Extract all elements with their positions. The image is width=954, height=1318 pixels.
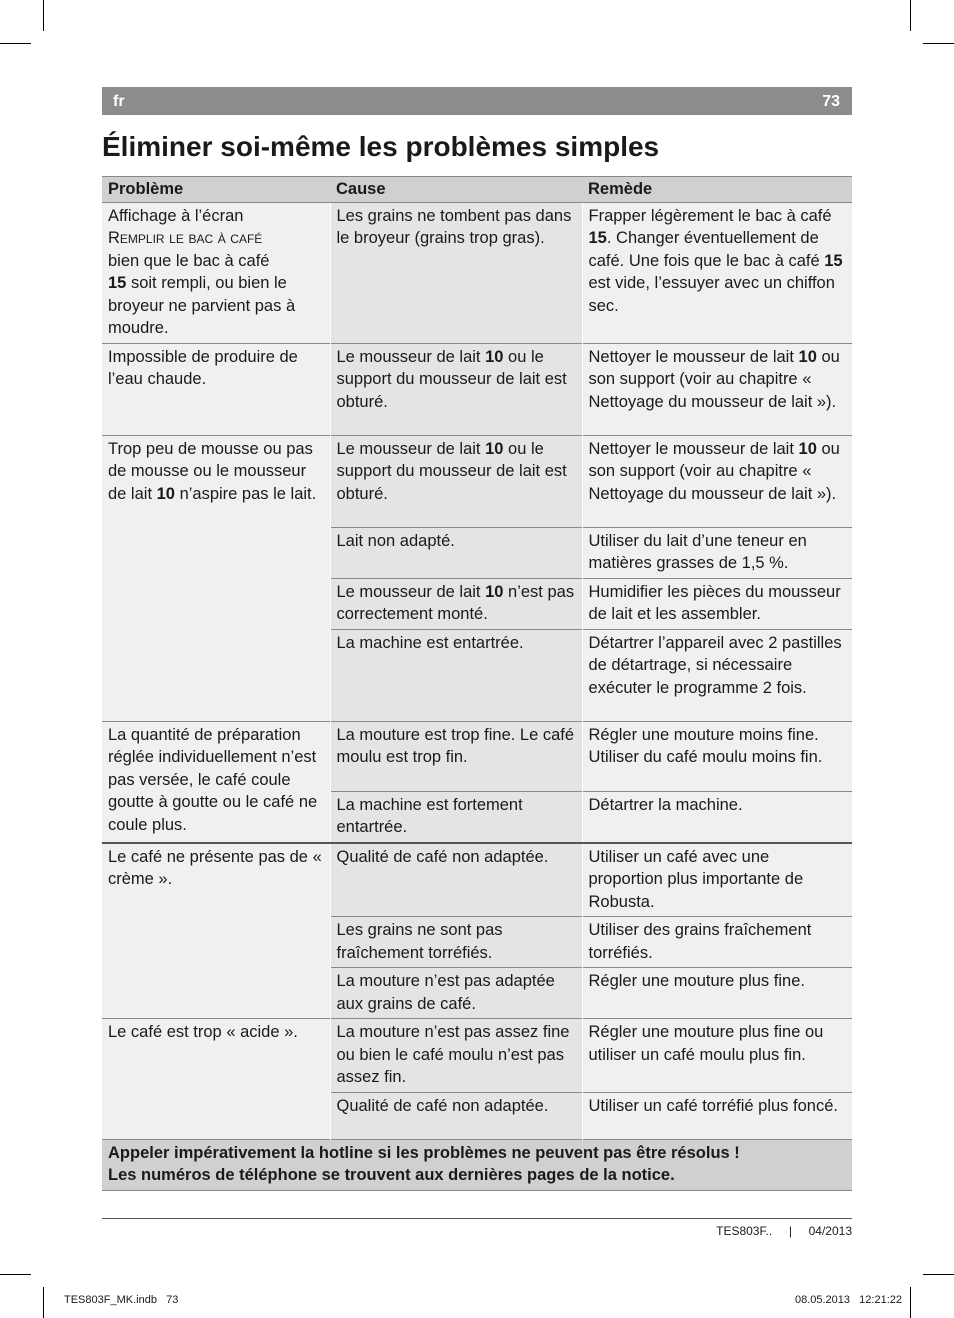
cause-cell: Qualité de café non adaptée. — [330, 843, 582, 917]
crop-mark — [0, 43, 31, 44]
language-label: fr — [113, 93, 125, 110]
table-footer-row — [102, 1139, 852, 1190]
remedy-cell: Humidifier les pièces du mousseur de lait et les assembler. — [582, 578, 852, 629]
troubleshooting-table — [102, 176, 852, 1191]
problem-cell: La quantité de préparation réglée individuellement n’est pas versée, le café coule goutte à goutte ou le café ne coule plus. — [102, 721, 330, 843]
column-header-remedy: Remède — [582, 177, 852, 203]
cause-cell: Lait non adapté. — [330, 527, 582, 578]
table-row — [102, 343, 852, 435]
remedy-cell: Utiliser du lait d’une teneur en matières grasses de 1,5 %. — [582, 527, 852, 578]
cause-cell: Le mousseur de lait 10 ou le support du mousseur de lait est obturé. — [330, 343, 582, 435]
cause-cell: Le mousseur de lait 10 n’est pas correctement monté. — [330, 578, 582, 629]
remedy-cell: Régler une mouture moins fine. Utiliser du café moulu moins fin. — [582, 721, 852, 791]
column-header-problem: Problème — [102, 177, 330, 203]
column-header-cause: Cause — [330, 177, 582, 203]
remedy-cell: Nettoyer le mousseur de lait 10 ou son support (voir au chapitre « Nettoyage du mousseur de lait »). — [582, 343, 852, 435]
table-row — [102, 843, 852, 917]
print-file-info: TES803F_MK.indb 73 — [64, 1294, 179, 1306]
problem-cell: Trop peu de mousse ou pas de mousse ou le mousseur de lait 10 n’aspire pas le lait. — [102, 435, 330, 721]
hotline-note: Appeler impérativement la hotline si les problèmes ne peuvent pas être résolus ! Les numéros de téléphone se trouvent aux dernières pages de la notice. — [102, 1139, 852, 1190]
footer-rule — [102, 1218, 852, 1219]
remedy-cell: Régler une mouture plus fine. — [582, 968, 852, 1019]
page-number: 73 — [822, 93, 840, 110]
table-row — [102, 1019, 852, 1093]
remedy-cell: Nettoyer le mousseur de lait 10 ou son support (voir au chapitre « Nettoyage du mousseur de lait »). — [582, 435, 852, 527]
cause-cell: Les grains ne sont pas fraîchement torréfiés. — [330, 917, 582, 968]
cause-cell: La machine est entartrée. — [330, 629, 582, 721]
remedy-cell: Régler une mouture plus fine ou utiliser un café moulu plus fin. — [582, 1019, 852, 1093]
table-header-row — [102, 177, 852, 203]
crop-mark — [0, 1274, 31, 1275]
crop-mark — [43, 0, 44, 31]
problem-cell: Impossible de produire de l’eau chaude. — [102, 343, 330, 435]
crop-mark — [923, 43, 954, 44]
cause-cell: La mouture n’est pas adaptée aux grains de café. — [330, 968, 582, 1019]
problem-cell: Le café ne présente pas de « crème ». — [102, 843, 330, 1019]
cause-cell: La mouture est trop fine. Le café moulu est trop fin. — [330, 721, 582, 791]
table-row — [102, 202, 852, 343]
remedy-cell: Utiliser un café avec une proportion plus importante de Robusta. — [582, 843, 852, 917]
cause-cell: Qualité de café non adaptée. — [330, 1092, 582, 1139]
footer-model-date: TES803F.. | 04/2013 — [716, 1224, 852, 1238]
problem-cell: Affichage à l’écran Remplir le bac à café bien que le bac à café 15 soit rempli, ou bien le broyeur ne parvient pas à moudre. — [102, 202, 330, 343]
remedy-cell: Utiliser des grains fraîchement torréfiés. — [582, 917, 852, 968]
remedy-cell: Frapper légèrement le bac à café 15. Changer éventuellement de café. Une fois que le bac à café 15 est vide, l’essuyer avec un chiffon sec. — [582, 202, 852, 343]
problem-cell: Le café est trop « acide ». — [102, 1019, 330, 1140]
crop-mark — [910, 1287, 911, 1318]
cause-cell: Les grains ne tombent pas dans le broyeur (grains trop gras). — [330, 202, 582, 343]
table-row — [102, 435, 852, 527]
remedy-cell: Détartrer l’appareil avec 2 pastilles de détartrage, si nécessaire exécuter le programme 2 fois. — [582, 629, 852, 721]
remedy-cell: Utiliser un café torréfié plus foncé. — [582, 1092, 852, 1139]
crop-mark — [910, 0, 911, 31]
remedy-cell: Détartrer la machine. — [582, 791, 852, 843]
page-title: Éliminer soi-même les problèmes simples — [102, 131, 660, 162]
cause-cell: Le mousseur de lait 10 ou le support du mousseur de lait est obturé. — [330, 435, 582, 527]
print-datetime: 08.05.2013 12:21:22 — [794, 1294, 902, 1306]
cause-cell: La machine est fortement entartrée. — [330, 791, 582, 843]
cause-cell: La mouture n’est pas assez fine ou bien le café moulu n’est pas assez fin. — [330, 1019, 582, 1093]
table-row — [102, 721, 852, 791]
crop-mark — [43, 1287, 44, 1318]
crop-mark — [923, 1274, 954, 1275]
page-header-bar — [102, 87, 852, 115]
